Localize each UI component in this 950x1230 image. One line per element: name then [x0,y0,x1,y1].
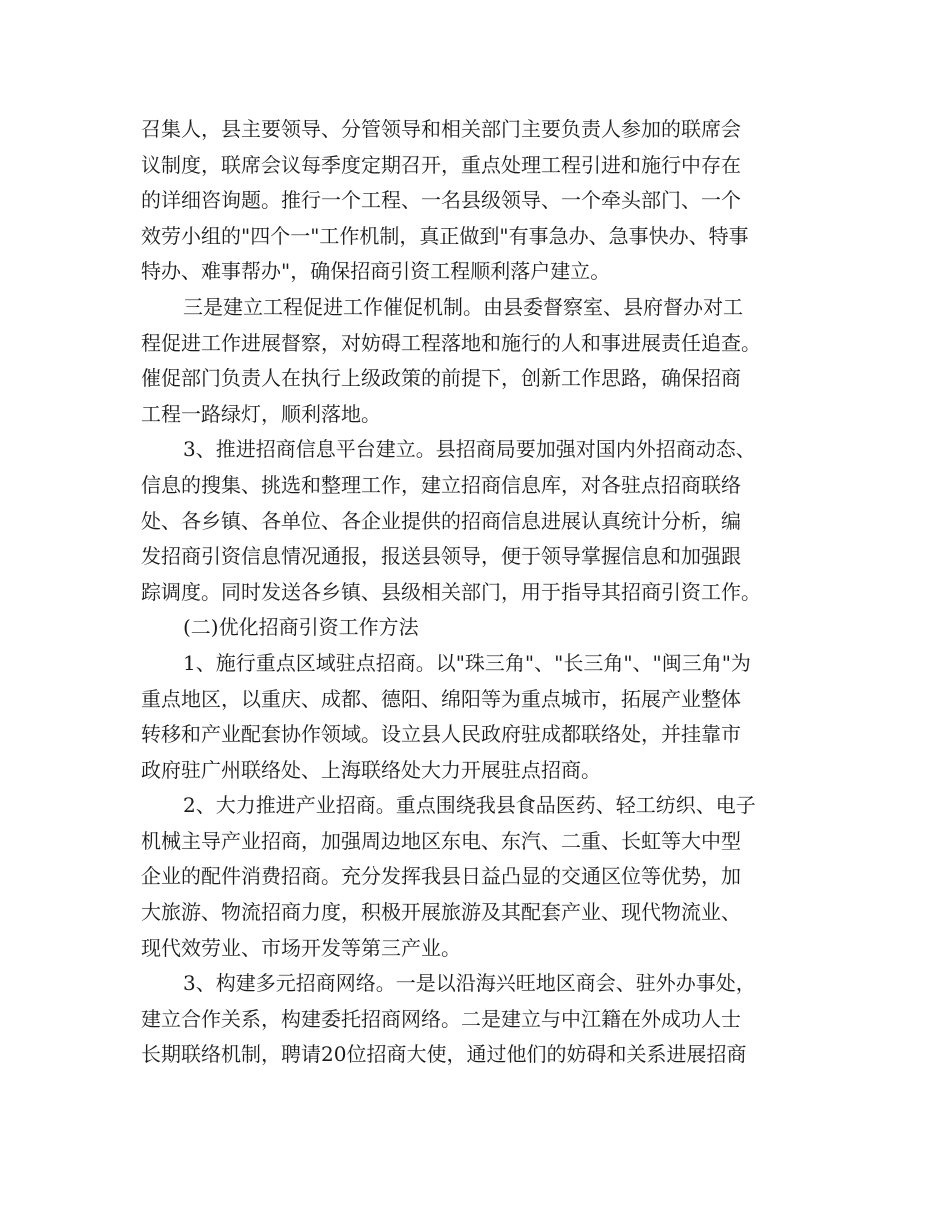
text-line: 处、各乡镇、各单位、各企业提供的招商信息进展认真统计分析，编 [141,508,741,533]
text-line: 现代效劳业、市场开发等第三产业。 [141,935,461,960]
text-line: 催促部门负责人在执行上级政策的前提下，创新工作思路，确保招商 [141,366,741,391]
text-line: 踪调度。同时发送各乡镇、县级相关部门，用于指导其招商引资工作。 [141,579,761,604]
text-line: 程促进工作进展督察，对妨碍工程落地和施行的人和事进展责任追查。 [141,330,761,355]
text-line: 机械主导产业招商，加强周边地区东电、东汽、二重、长虹等大中型 [141,828,741,853]
text-line: 信息的搜集、挑选和整理工作，建立招商信息库，对各驻点招商联络 [141,472,741,497]
paragraph-first-line: 2、大力推进产业招商。重点围绕我县食品医药、轻工纺织、电子 [183,793,756,818]
paragraph-first-line: 1、施行重点区域驻点招商。以"珠三角"、"长三角"、"闽三角"为 [183,650,751,675]
paragraph-first-line: 3、推进招商信息平台建立。县招商局要加强对国内外招商动态、 [183,437,756,462]
text-line: 转移和产业配套协作领域。设立县人民政府驻成都联络处，并挂靠市 [141,722,741,747]
paragraph-first-line: (二)优化招商引资工作方法 [183,615,419,640]
text-line: 工程一路绿灯，顺利落地。 [141,401,381,426]
text-line: 议制度，联席会议每季度定期召开，重点处理工程引进和施行中存在 [141,152,741,177]
text-line: 长期联络机制，聘请20位招商大使，通过他们的妨碍和关系进展招商 [141,1042,747,1067]
paragraph-first-line: 3、构建多元招商网络。一是以沿海兴旺地区商会、驻外办事处， [183,971,756,996]
text-line: 发招商引资信息情况通报，报送县领导，便于领导掌握信息和加强跟 [141,544,741,569]
text-line: 的详细咨询题。推行一个工程、一名县级领导、一个牵头部门、一个 [141,188,741,213]
text-line: 重点地区，以重庆、成都、德阳、绵阳等为重点城市，拓展产业整体 [141,686,741,711]
text-line: 建立合作关系，构建委托招商网络。二是建立与中江籍在外成功人士 [141,1006,741,1031]
document-body [141,112,811,1073]
text-line: 特办、难事帮办"，确保招商引资工程顺利落户建立。 [141,259,611,284]
text-line: 效劳小组的"四个一"工作机制，真正做到"有事急办、急事快办、特事 [141,223,749,248]
text-line: 企业的配件消费招商。充分发挥我县日益凸显的交通区位等优势，加 [141,864,741,889]
text-line: 政府驻广州联络处、上海联络处大力开展驻点招商。 [141,757,601,782]
paragraph-first-line: 三是建立工程促进工作催促机制。由县委督察室、县府督办对工 [183,294,743,319]
text-line: 大旅游、物流招商力度，积极开展旅游及其配套产业、现代物流业、 [141,900,741,925]
text-line: 召集人，县主要领导、分管领导和相关部门主要负责人参加的联席会 [141,117,741,141]
